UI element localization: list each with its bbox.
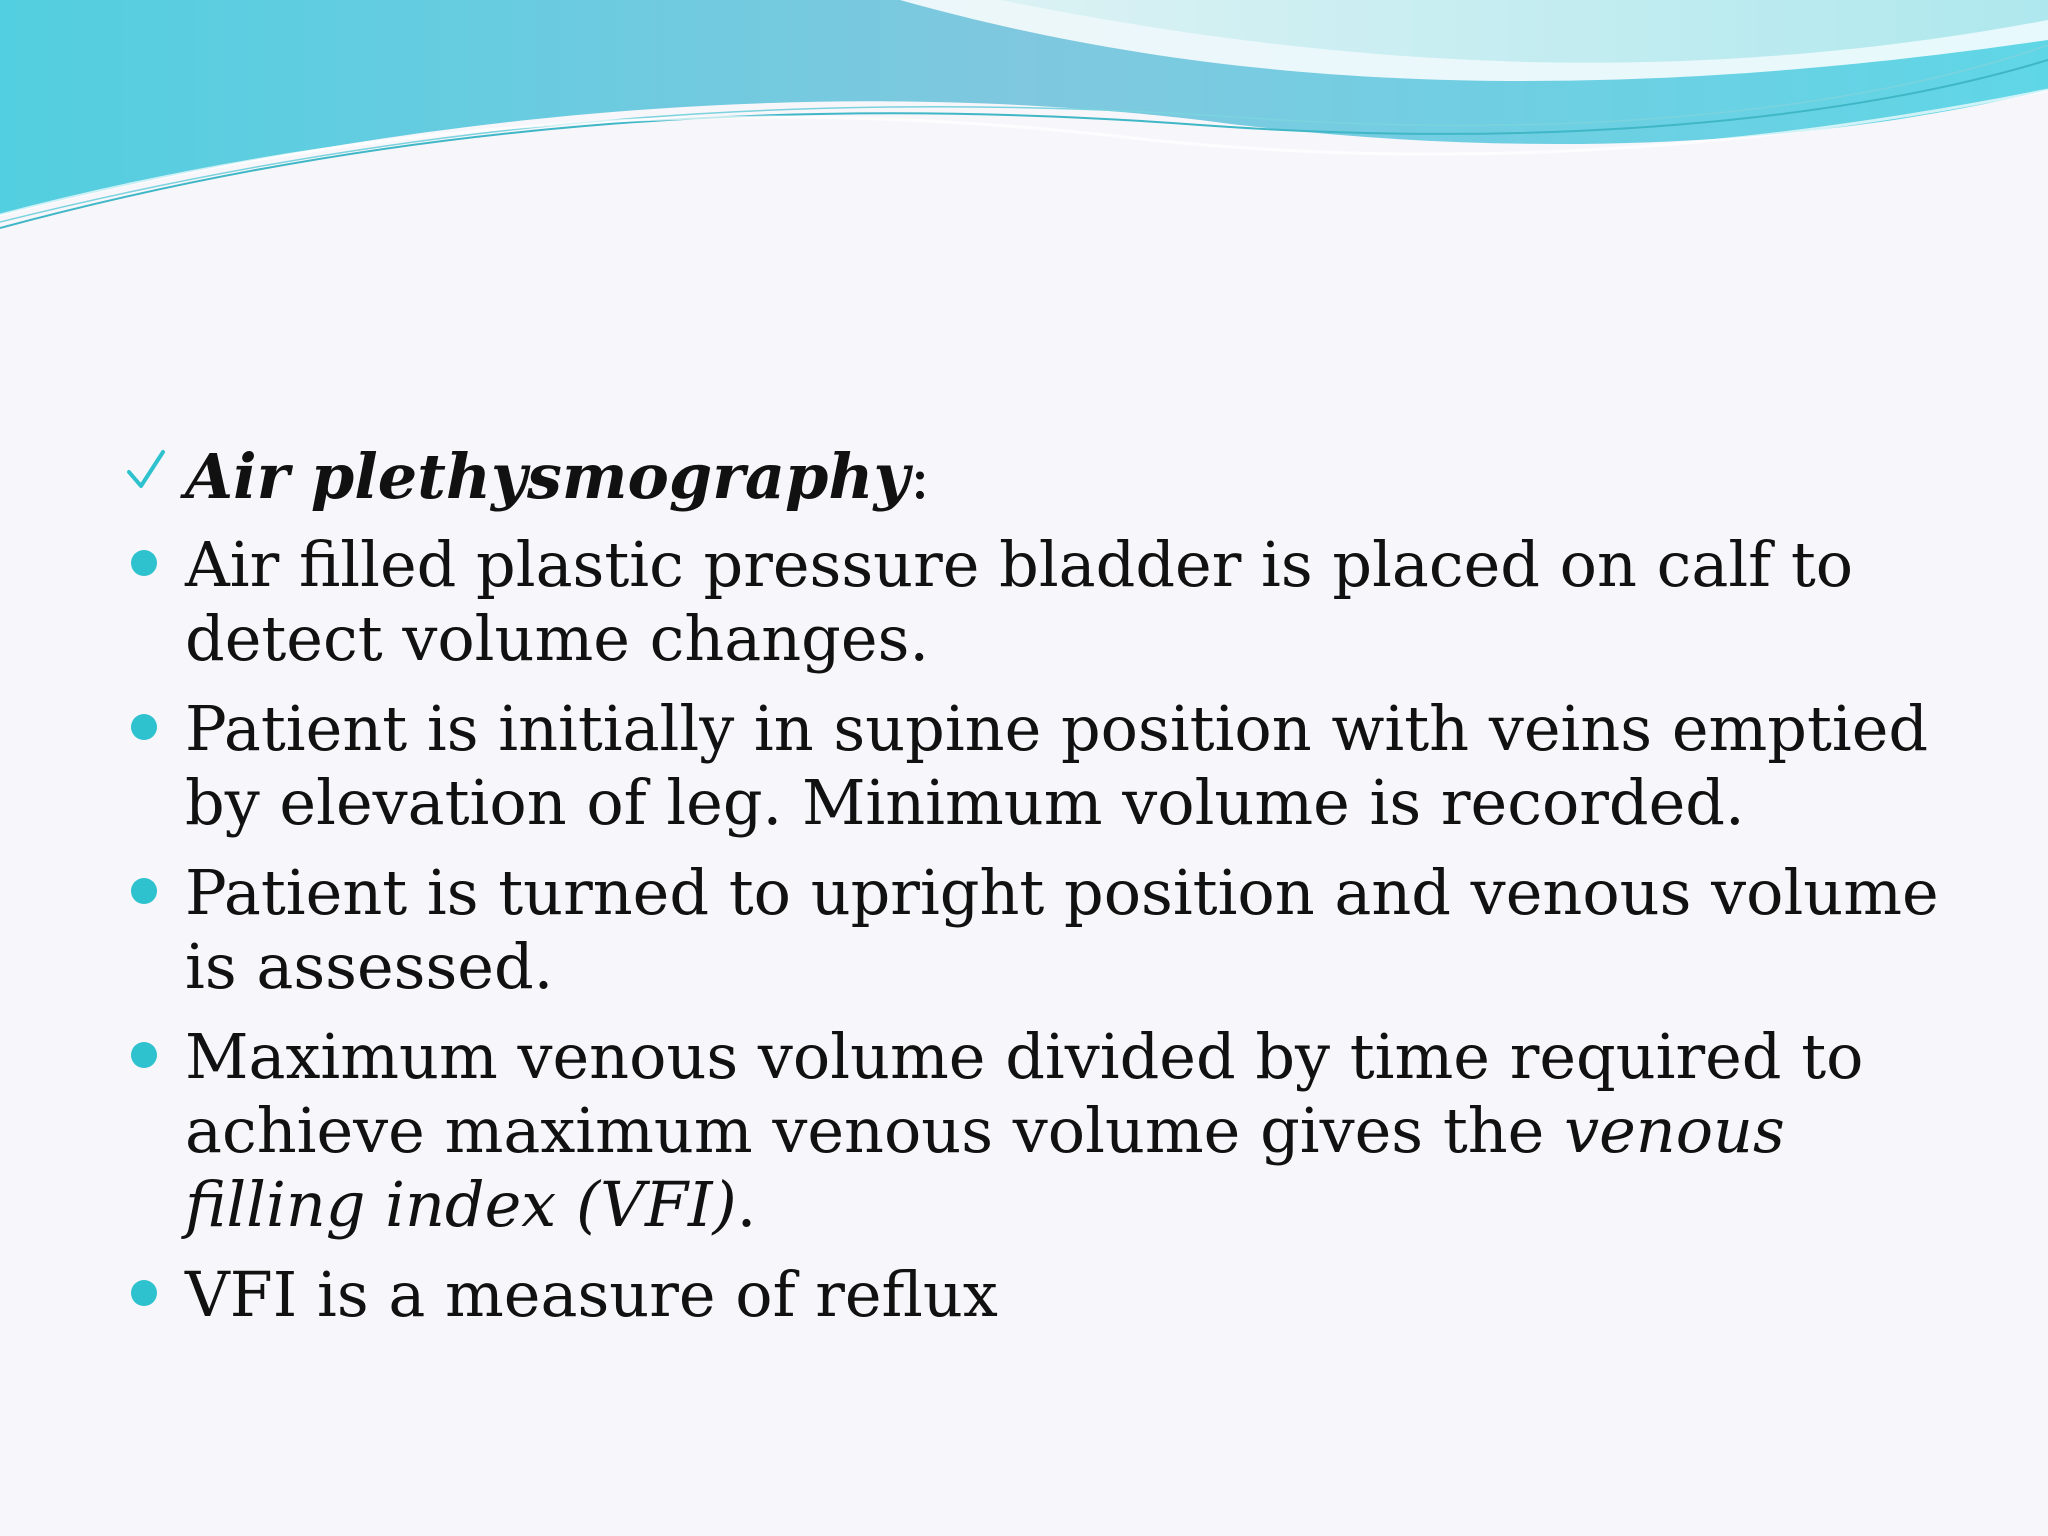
heading-text: Air plethysmography	[185, 440, 910, 513]
slide-heading	[125, 440, 1955, 514]
bullet-icon	[131, 1042, 157, 1068]
bullet-text: VFI is a measure of reflux	[185, 1258, 998, 1331]
bullet-item	[125, 856, 1955, 1004]
bullet-icon	[131, 878, 157, 904]
bullet-list	[125, 528, 1955, 1332]
slide-body	[125, 440, 1955, 1348]
bullet-icon	[131, 714, 157, 740]
bullet-icon	[131, 550, 157, 576]
wave-banner-decoration	[0, 0, 2048, 260]
bullet-item	[125, 1258, 1955, 1332]
bullet-text-start: Maximum venous volume divided by time required to achieve maximum venous volume gives the	[185, 1020, 1864, 1167]
bullet-text: Patient is turned to upright position and venous volume is assessed.	[185, 856, 1939, 1003]
bullet-text: Patient is initially in supine position with veins emptied by elevation of leg. Minimum volume is recorded.	[185, 692, 1929, 839]
bullet-item	[125, 528, 1955, 676]
checkmark-icon	[125, 444, 167, 496]
bullet-text: Air filled plastic pressure bladder is placed on calf to detect volume changes.	[185, 528, 1854, 675]
bullet-item	[125, 1020, 1955, 1242]
bullet-emphasis: venous filling index (VFI)	[185, 1094, 1785, 1241]
bullet-item	[125, 692, 1955, 840]
bullet-icon	[131, 1280, 157, 1306]
bullet-text-end: .	[736, 1168, 757, 1241]
heading-colon: :	[909, 440, 931, 513]
